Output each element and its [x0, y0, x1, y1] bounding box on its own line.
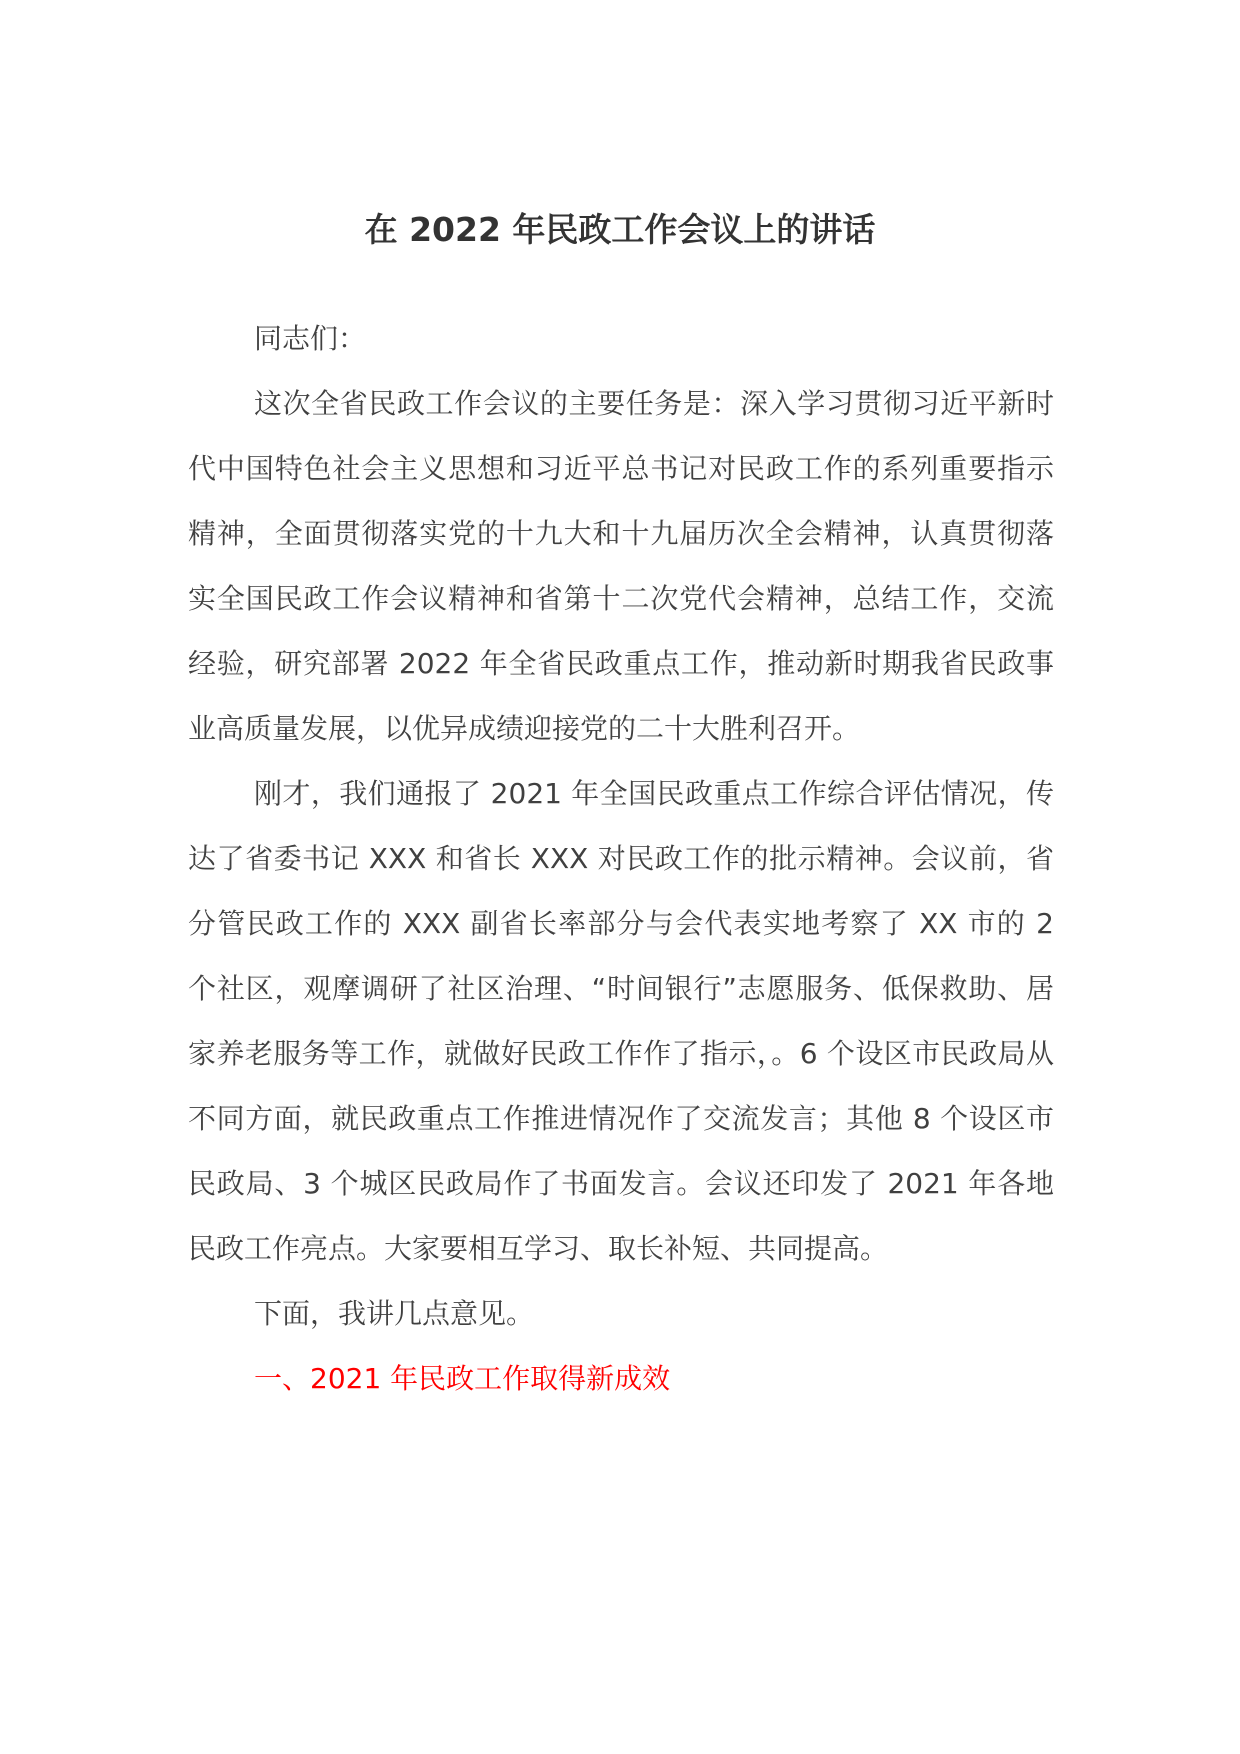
section-heading-1: 一、2021 年民政工作取得新成效: [254, 1362, 671, 1395]
salutation: 同志们：: [254, 322, 367, 355]
document-body: [188, 306, 1054, 1411]
paragraph-meeting-review: 刚才，我们通报了 2021 年全国民政重点工作综合评估情况，传达了省委书记 XXX 和省长 XXX 对民政工作的批示精神。会议前，省分管民政工作的 XXX 副省长率部分与会代表实地考察了 XX 市的 2 个社区，观摩调研了社区治理、“时间银行”志愿服务、低保救助、居家养老服务等工作，就做好民政工作作了指示，。6 个设区市民政局从不同方面，就民政重点工作推进情况作了交流发言；其他 8 个设区市民政局、3 个城区民政局作了书面发言。会议还印发了 2021 年各地民政工作亮点。大家要相互学习、取长补短、共同提高。: [188, 777, 1054, 1265]
paragraph-transition: 下面，我讲几点意见。: [254, 1297, 535, 1330]
paragraph-main-tasks: 这次全省民政工作会议的主要任务是：深入学习贯彻习近平新时代中国特色社会主义思想和习近平总书记对民政工作的系列重要指示精神，全面贯彻落实党的十九大和十九届历次全会精神，认真贯彻落实全国民政工作会议精神和省第十二次党代会精神，总结工作，交流经验，研究部署 2022 年全省民政重点工作，推动新时期我省民政事业高质量发展，以优异成绩迎接党的二十大胜利召开。: [188, 387, 1054, 745]
document-title: 在 2022 年民政工作会议上的讲话: [364, 210, 876, 249]
